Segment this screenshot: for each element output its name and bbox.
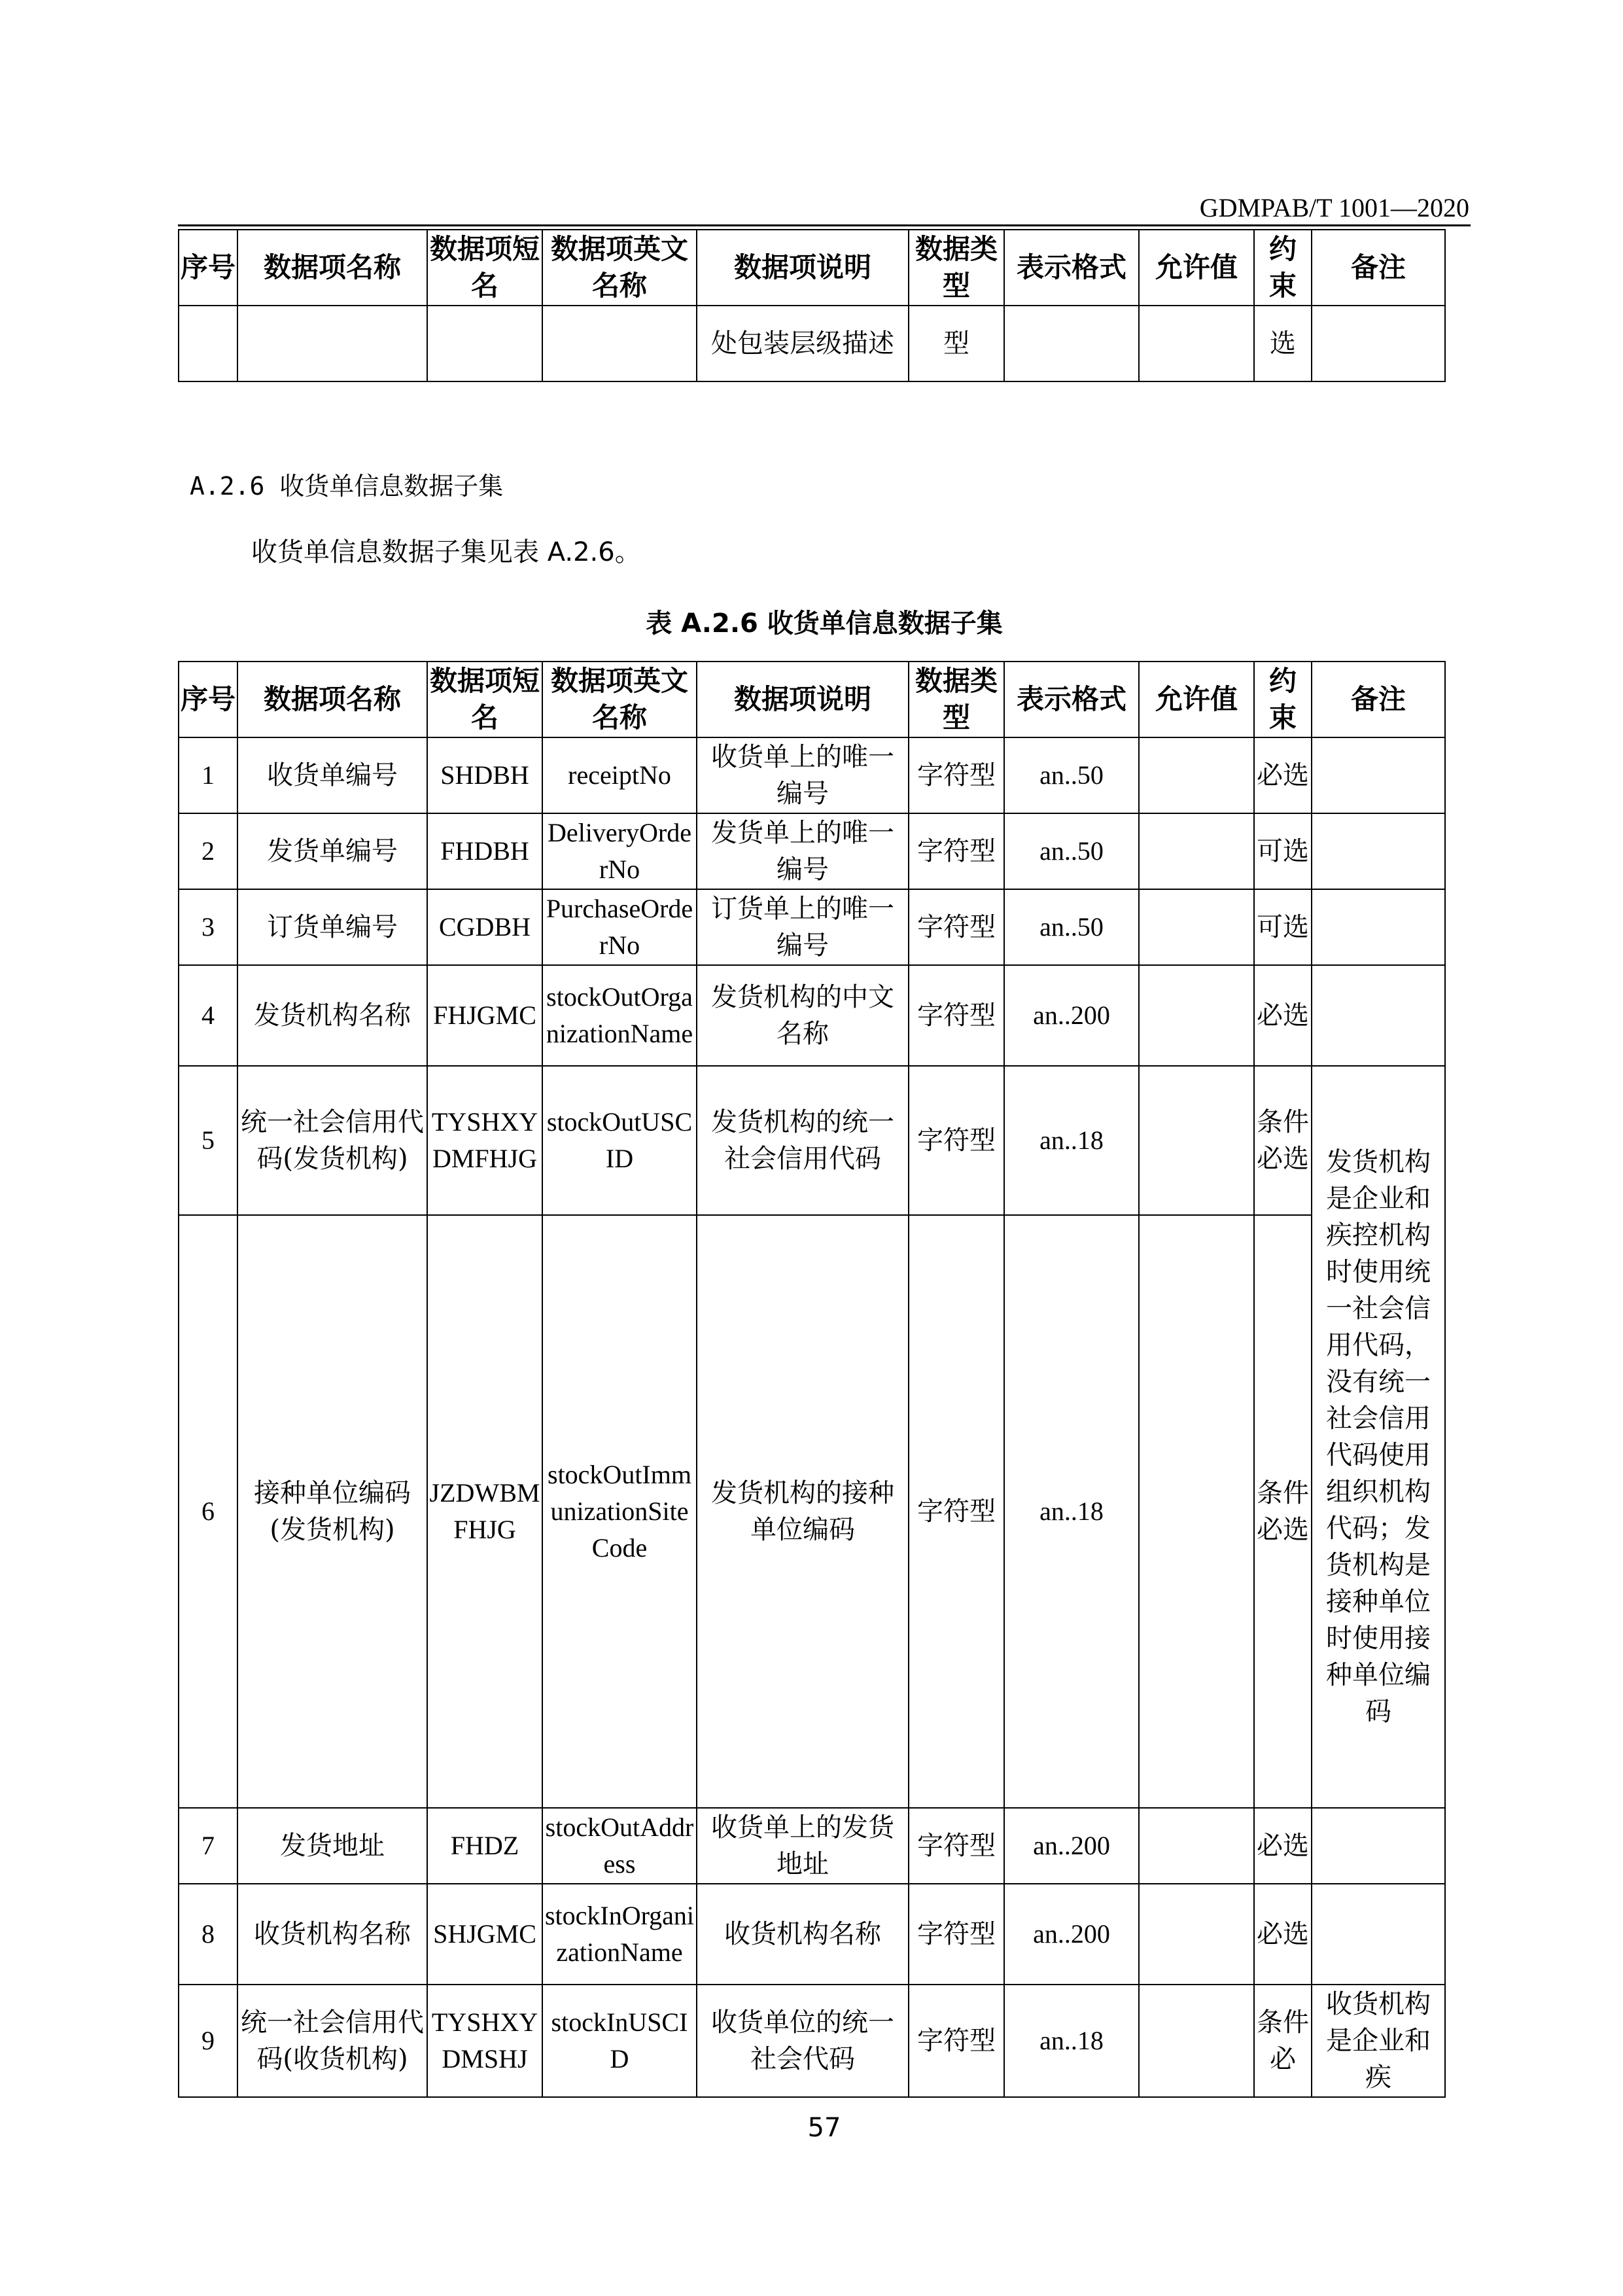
col-header-remark: 备注 bbox=[1312, 662, 1445, 737]
cell-name: 发货单编号 bbox=[237, 813, 427, 889]
cell-english: receiptNo bbox=[542, 737, 697, 813]
col-header-description: 数据项说明 bbox=[697, 230, 909, 306]
col-header-constraint: 约束 bbox=[1254, 230, 1312, 306]
cell-no: 3 bbox=[179, 889, 237, 965]
table-row bbox=[179, 1808, 1445, 1884]
col-header-type: 数据类型 bbox=[909, 230, 1004, 306]
cell-description: 收货单上的唯一编号 bbox=[697, 737, 909, 813]
cell-english: stockOutOrganizationName bbox=[542, 965, 697, 1066]
col-header-english: 数据项英文名称 bbox=[542, 662, 697, 737]
section-heading: A.2.6 收货单信息数据子集 bbox=[190, 472, 504, 501]
cell-constraint: 条件必选 bbox=[1254, 1215, 1312, 1808]
cell-remark bbox=[1312, 737, 1445, 813]
col-header-remark: 备注 bbox=[1312, 230, 1445, 306]
cell-description: 收货单位的统一社会代码 bbox=[697, 1985, 909, 2097]
cell-type: 字符型 bbox=[909, 813, 1004, 889]
col-header-format: 表示格式 bbox=[1004, 662, 1139, 737]
col-header-short: 数据项短名 bbox=[427, 662, 542, 737]
cell-type: 字符型 bbox=[909, 1884, 1004, 1985]
cell-short: TYSHXYDMFHJG bbox=[427, 1066, 542, 1215]
cell-english: stockInUSCID bbox=[542, 1985, 697, 2097]
cell-description: 收货单上的发货地址 bbox=[697, 1808, 909, 1884]
cell-allowed bbox=[1139, 889, 1254, 965]
col-header-name: 数据项名称 bbox=[237, 230, 427, 306]
cell-type: 字符型 bbox=[909, 1066, 1004, 1215]
cell-name: 收货单编号 bbox=[237, 737, 427, 813]
cell-description: 发货机构的中文名称 bbox=[697, 965, 909, 1066]
col-header-english: 数据项英文名称 bbox=[542, 230, 697, 306]
intro-paragraph: 收货单信息数据子集见表 A.2.6。 bbox=[251, 537, 641, 567]
col-header-format: 表示格式 bbox=[1004, 230, 1139, 306]
cell-format: an..18 bbox=[1004, 1215, 1139, 1808]
table-row bbox=[179, 889, 1445, 965]
cell-short: FHDBH bbox=[427, 813, 542, 889]
cell-remark bbox=[1312, 813, 1445, 889]
cell-remark bbox=[1312, 1884, 1445, 1985]
cell-english: stockInOrganizationName bbox=[542, 1884, 697, 1985]
cell-english: stockOutImmunizationSiteCode bbox=[542, 1215, 697, 1808]
cell-allowed bbox=[1139, 1066, 1254, 1215]
cell-short: JZDWBMFHJG bbox=[427, 1215, 542, 1808]
col-header-name: 数据项名称 bbox=[237, 662, 427, 737]
cell-name: 收货机构名称 bbox=[237, 1884, 427, 1985]
cell-allowed bbox=[1139, 737, 1254, 813]
cell-remark bbox=[1312, 889, 1445, 965]
cell-type: 字符型 bbox=[909, 965, 1004, 1066]
cell-english: stockOutAddress bbox=[542, 1808, 697, 1884]
cell-name: 发货机构名称 bbox=[237, 965, 427, 1066]
cell-format: an..200 bbox=[1004, 965, 1139, 1066]
cell-name: 订货单编号 bbox=[237, 889, 427, 965]
cell-no: 6 bbox=[179, 1215, 237, 1808]
table-row bbox=[179, 306, 1445, 381]
continuation-table bbox=[178, 229, 1446, 382]
cell-english: DeliveryOrderNo bbox=[542, 813, 697, 889]
cell-name: 统一社会信用代码(收货机构) bbox=[237, 1985, 427, 2097]
cell-name: 发货地址 bbox=[237, 1808, 427, 1884]
col-header-allowed: 允许值 bbox=[1139, 662, 1254, 737]
cell-allowed bbox=[1139, 965, 1254, 1066]
col-header-type: 数据类型 bbox=[909, 662, 1004, 737]
cell-description: 处包装层级描述 bbox=[697, 306, 909, 381]
cell-description: 订货单上的唯一编号 bbox=[697, 889, 909, 965]
cell-allowed bbox=[1139, 1215, 1254, 1808]
cell-english: PurchaseOrderNo bbox=[542, 889, 697, 965]
cell-format: an..200 bbox=[1004, 1884, 1139, 1985]
cell-english: stockOutUSCID bbox=[542, 1066, 697, 1215]
cell-constraint: 必选 bbox=[1254, 737, 1312, 813]
cell-type: 字符型 bbox=[909, 1808, 1004, 1884]
cell-format: an..18 bbox=[1004, 1066, 1139, 1215]
cell-type: 型 bbox=[909, 306, 1004, 381]
header-rule bbox=[178, 224, 1471, 226]
cell-name: 统一社会信用代码(发货机构) bbox=[237, 1066, 427, 1215]
cell-short: TYSHXYDMSHJ bbox=[427, 1985, 542, 2097]
cell-type: 字符型 bbox=[909, 1985, 1004, 2097]
table-row bbox=[179, 1985, 1445, 2097]
cell-no: 5 bbox=[179, 1066, 237, 1215]
cell-remark: 收货机构是企业和疾 bbox=[1312, 1985, 1445, 2097]
cell-no: 4 bbox=[179, 965, 237, 1066]
cell-description: 发货机构的统一社会信用代码 bbox=[697, 1066, 909, 1215]
cell-format: an..18 bbox=[1004, 1985, 1139, 2097]
cell-allowed bbox=[1139, 1808, 1254, 1884]
cell-constraint: 条件必 bbox=[1254, 1985, 1312, 2097]
col-header-no: 序号 bbox=[179, 230, 237, 306]
header-row bbox=[179, 230, 1445, 306]
table-row bbox=[179, 1215, 1445, 1808]
page-number: 57 bbox=[807, 2113, 841, 2143]
cell-short: CGDBH bbox=[427, 889, 542, 965]
cell-allowed bbox=[1139, 813, 1254, 889]
table-row bbox=[179, 1066, 1445, 1215]
col-header-short: 数据项短名 bbox=[427, 230, 542, 306]
table-row bbox=[179, 965, 1445, 1066]
cell-remark bbox=[1312, 965, 1445, 1066]
col-header-no: 序号 bbox=[179, 662, 237, 737]
cell-constraint: 必选 bbox=[1254, 1884, 1312, 1985]
cell-constraint: 必选 bbox=[1254, 1808, 1312, 1884]
cell-description: 发货单上的唯一编号 bbox=[697, 813, 909, 889]
table-row bbox=[179, 813, 1445, 889]
cell-no: 2 bbox=[179, 813, 237, 889]
cell-remark bbox=[1312, 1808, 1445, 1884]
cell-constraint: 可选 bbox=[1254, 889, 1312, 965]
cell-remark-merged: 发货机构是企业和疾控机构时使用统一社会信用代码，没有统一社会信用代码使用组织机构代码；发货机构是接种单位时使用接种单位编码 bbox=[1312, 1066, 1445, 1808]
receipt-data-table bbox=[178, 661, 1446, 2098]
table-row bbox=[179, 737, 1445, 813]
col-header-allowed: 允许值 bbox=[1139, 230, 1254, 306]
cell-no: 1 bbox=[179, 737, 237, 813]
cell-no: 9 bbox=[179, 1985, 237, 2097]
cell-no: 8 bbox=[179, 1884, 237, 1985]
cell-short: SHDBH bbox=[427, 737, 542, 813]
cell-format: an..50 bbox=[1004, 813, 1139, 889]
document-code: GDMPAB/T 1001—2020 bbox=[1199, 193, 1469, 222]
cell-type: 字符型 bbox=[909, 737, 1004, 813]
cell-constraint: 条件必选 bbox=[1254, 1066, 1312, 1215]
table-caption: 表 A.2.6 收货单信息数据子集 bbox=[646, 609, 1003, 639]
cell-type: 字符型 bbox=[909, 889, 1004, 965]
cell-constraint: 必选 bbox=[1254, 965, 1312, 1066]
cell-description: 发货机构的接种单位编码 bbox=[697, 1215, 909, 1808]
cell-constraint: 选 bbox=[1254, 306, 1312, 381]
cell-format: an..50 bbox=[1004, 737, 1139, 813]
col-header-constraint: 约束 bbox=[1254, 662, 1312, 737]
cell-allowed bbox=[1139, 1884, 1254, 1985]
cell-format: an..200 bbox=[1004, 1808, 1139, 1884]
cell-no: 7 bbox=[179, 1808, 237, 1884]
cell-format: an..50 bbox=[1004, 889, 1139, 965]
col-header-description: 数据项说明 bbox=[697, 662, 909, 737]
cell-type: 字符型 bbox=[909, 1215, 1004, 1808]
table-row bbox=[179, 1884, 1445, 1985]
cell-allowed bbox=[1139, 1985, 1254, 2097]
cell-constraint: 可选 bbox=[1254, 813, 1312, 889]
cell-short: FHJGMC bbox=[427, 965, 542, 1066]
cell-description: 收货机构名称 bbox=[697, 1884, 909, 1985]
cell-short: SHJGMC bbox=[427, 1884, 542, 1985]
cell-name: 接种单位编码(发货机构) bbox=[237, 1215, 427, 1808]
cell-short: FHDZ bbox=[427, 1808, 542, 1884]
header-row bbox=[179, 662, 1445, 737]
